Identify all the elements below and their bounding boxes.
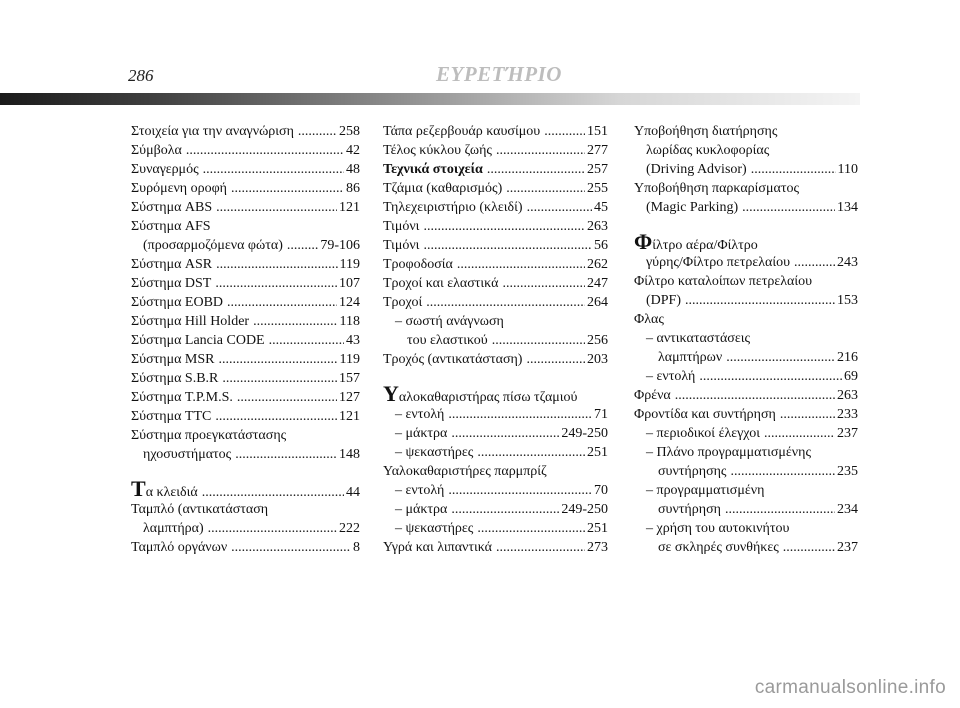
index-entry: συντήρηση ..... 234 bbox=[634, 500, 858, 519]
index-entry-line: – χρήση του αυτοκινήτου bbox=[646, 521, 790, 536]
index-entry: Σύστημα T.P.M.S. ..... 127 bbox=[131, 388, 360, 407]
index-entry: Τέλος κύκλου ζωής ..... 277 bbox=[383, 141, 608, 160]
index-entry-line: – σωστή ανάγνωση bbox=[395, 314, 504, 329]
index-entry-line: Υαλοκαθαριστήρες παρμπρίζ bbox=[383, 464, 547, 479]
index-entry: Τιμόνι ..... 263 bbox=[383, 217, 608, 236]
index-entry-line: Φλας bbox=[634, 312, 664, 327]
index-entry: λαμπτήρα) ..... 222 bbox=[131, 519, 360, 538]
index-entry: Τεχνικά στοιχεία ..... 257 bbox=[383, 160, 608, 179]
index-entry-line: – Πλάνο προγραμματισμένης bbox=[646, 445, 811, 460]
index-entry-line: Υποβοήθηση διατήρησης bbox=[634, 124, 778, 139]
section-letter-tau: Τ α κλειδιά ..... 44 bbox=[131, 478, 360, 500]
index-entry: ηχοσυστήματος ..... 148 bbox=[131, 445, 360, 464]
header-band bbox=[0, 93, 860, 105]
index-column-1 bbox=[131, 122, 360, 557]
index-entry: λαμπτήρων ..... 216 bbox=[634, 348, 858, 367]
index-entry: (DPF) ..... 153 bbox=[634, 291, 858, 310]
index-entry: Τηλεχειριστήριο (κλειδί) ..... 45 bbox=[383, 198, 608, 217]
index-entry: Σύστημα ASR ..... 119 bbox=[131, 255, 360, 274]
index-entry: Σύστημα S.B.R ..... 157 bbox=[131, 369, 360, 388]
index-entry: – εντολή ..... 71 bbox=[383, 405, 608, 424]
index-entry: – περιοδικοί έλεγχοι ..... 237 bbox=[634, 424, 858, 443]
index-entry: συντήρησης ..... 235 bbox=[634, 462, 858, 481]
index-entry: Σύστημα MSR ..... 119 bbox=[131, 350, 360, 369]
section-letter-upsilon: Υ αλοκαθαριστήρας πίσω τζαμιού bbox=[383, 381, 578, 406]
index-entry: – εντολή ..... 70 bbox=[383, 481, 608, 500]
index-entry: του ελαστικού ..... 256 bbox=[383, 331, 608, 350]
index-column-3 bbox=[634, 122, 858, 557]
index-entry: – ψεκαστήρες ..... 251 bbox=[383, 519, 608, 538]
index-entry: Τροχοί και ελαστικά ..... 247 bbox=[383, 274, 608, 293]
index-entry: Τιμόνι ..... 56 bbox=[383, 236, 608, 255]
index-entry: Σύστημα TTC ..... 121 bbox=[131, 407, 360, 426]
index-entry: Σύστημα Hill Holder ..... 118 bbox=[131, 312, 360, 331]
index-entry: Σύστημα DST ..... 107 bbox=[131, 274, 360, 293]
index-entry: Σύμβολα ..... 42 bbox=[131, 141, 360, 160]
index-entry: Τροχοί ..... 264 bbox=[383, 293, 608, 312]
index-entry: Σύστημα EOBD ..... 124 bbox=[131, 293, 360, 312]
index-entry-line: Υποβοήθηση παρκαρίσματος bbox=[634, 181, 799, 196]
running-title: ΕΥΡΕΤΉΡΙΟ bbox=[436, 62, 562, 86]
index-column-2 bbox=[383, 122, 608, 557]
index-entry: γύρης/Φίλτρο πετρελαίου ..... 243 bbox=[634, 253, 858, 272]
index-entry: Υγρά και λιπαντικά ..... 273 bbox=[383, 538, 608, 557]
index-entry: (προσαρμοζόμενα φώτα) ..... 79-106 bbox=[131, 236, 360, 255]
index-entry: – ψεκαστήρες ..... 251 bbox=[383, 443, 608, 462]
index-entry-line: Σύστημα προεγκατάστασης bbox=[131, 428, 287, 443]
index-entry: – μάκτρα ..... 249-250 bbox=[383, 424, 608, 443]
index-entry: Συρόμενη οροφή ..... 86 bbox=[131, 179, 360, 198]
watermark: carmanualsonline.info bbox=[754, 677, 946, 698]
index-entry: Στοιχεία για την αναγνώριση ..... 258 bbox=[131, 122, 360, 141]
index-entry-line: Ταμπλό (αντικατάσταση bbox=[131, 502, 269, 517]
page-number: 286 bbox=[128, 66, 154, 85]
index-entry: σε σκληρές συνθήκες ..... 237 bbox=[634, 538, 858, 557]
index-entry: Τάπα ρεζερβουάρ καυσίμου ..... 151 bbox=[383, 122, 608, 141]
index-entry: (Driving Advisor) ..... 110 bbox=[634, 160, 858, 179]
index-entry-line: – αντικαταστάσεις bbox=[646, 331, 751, 346]
index-entry: Ταμπλό οργάνων ..... 8 bbox=[131, 538, 360, 557]
section-letter-phi: Φ ίλτρο αέρα/Φίλτρο bbox=[634, 229, 758, 254]
index-entry: Σύστημα Lancia CODE ..... 43 bbox=[131, 331, 360, 350]
index-entry-line: – προγραμματισμένη bbox=[646, 483, 765, 498]
index-entry-line: Φίλτρο καταλοίπων πετρελαίου bbox=[634, 274, 813, 289]
index-entry: – εντολή ..... 69 bbox=[634, 367, 858, 386]
index-entry-line: λωρίδας κυκλοφορίας bbox=[646, 143, 770, 158]
index-entry: (Magic Parking) ..... 134 bbox=[634, 198, 858, 217]
index-entry: Φρένα ..... 263 bbox=[634, 386, 858, 405]
index-entry: Τροφοδοσία ..... 262 bbox=[383, 255, 608, 274]
index-entry-line: Σύστημα AFS bbox=[131, 219, 211, 234]
index-entry: Σύστημα ABS ..... 121 bbox=[131, 198, 360, 217]
index-entry: Τροχός (αντικατάσταση) ..... 203 bbox=[383, 350, 608, 369]
index-entry: – μάκτρα ..... 249-250 bbox=[383, 500, 608, 519]
index-entry: Φροντίδα και συντήρηση ..... 233 bbox=[634, 405, 858, 424]
index-entry: Συναγερμός ..... 48 bbox=[131, 160, 360, 179]
index-entry: Τζάμια (καθαρισμός) ..... 255 bbox=[383, 179, 608, 198]
